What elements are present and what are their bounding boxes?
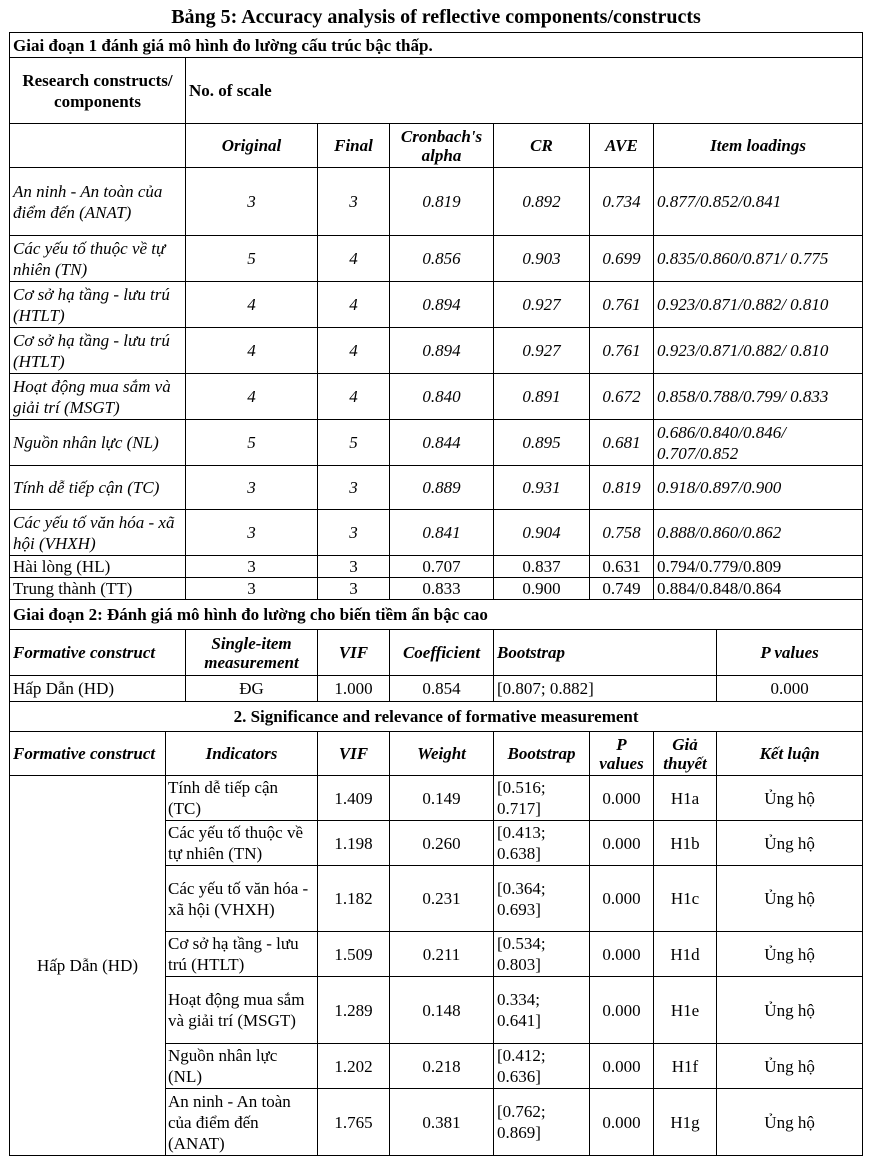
item-loadings: 0.794/0.779/0.809 [654,556,863,578]
ave-value: 0.761 [590,328,654,374]
construct-name: Các yếu tố thuộc về tự nhiên (TN) [10,236,186,282]
stage1-data-row [10,168,863,236]
header-conclusion: Kết luận [717,732,863,776]
formative-construct: Hấp Dẫn (HD) [10,776,166,1156]
final-count: 3 [318,578,390,600]
cronbach-alpha: 0.707 [390,556,494,578]
item-loadings: 0.835/0.860/0.871/ 0.775 [654,236,863,282]
ave-value: 0.672 [590,374,654,420]
section2-heading: 2. Significance and relevance of formative measurement [10,702,863,732]
cr-value: 0.837 [494,556,590,578]
header-p-values: P values [717,630,863,676]
bootstrap-interval: [0.807; 0.882] [494,676,717,702]
vif-value: 1.289 [318,977,390,1044]
final-count: 3 [318,168,390,236]
formative-construct: Hấp Dẫn (HD) [10,676,186,702]
hypothesis-label: H1d [654,932,717,977]
header-vif: VIF [318,732,390,776]
stage1-data-row [10,556,863,578]
original-count: 3 [186,168,318,236]
indicator-name: Cơ sở hạ tầng - lưu trú (HTLT) [166,932,318,977]
indicator-name: An ninh - An toàn của điểm đến (ANAT) [166,1089,318,1156]
ave-value: 0.734 [590,168,654,236]
indicator-name: Các yếu tố văn hóa - xã hội (VHXH) [166,866,318,932]
hypothesis-label: H1f [654,1044,717,1089]
cronbach-alpha: 0.841 [390,510,494,556]
ave-value: 0.749 [590,578,654,600]
original-count: 3 [186,510,318,556]
header-vif: VIF [318,630,390,676]
header-single-item: Single-item measurement [186,630,318,676]
bootstrap-interval: [0.364; 0.693] [494,866,590,932]
cronbach-alpha: 0.856 [390,236,494,282]
coefficient-value: 0.854 [390,676,494,702]
header-p-values: P values [590,732,654,776]
construct-name: An ninh - An toàn của điểm đến (ANAT) [10,168,186,236]
construct-name: Nguồn nhân lực (NL) [10,420,186,466]
original-count: 4 [186,328,318,374]
cronbach-alpha: 0.889 [390,466,494,510]
weight-value: 0.218 [390,1044,494,1089]
p-value: 0.000 [590,932,654,977]
stage1-data-row [10,420,863,466]
stage1-heading-row [10,33,863,58]
header-constructs: Research constructs/ components [10,58,186,124]
cr-value: 0.904 [494,510,590,556]
hypothesis-label: H1g [654,1089,717,1156]
cronbach-alpha: 0.894 [390,328,494,374]
conclusion-value: Ủng hộ [717,1089,863,1156]
hypothesis-label: H1a [654,776,717,821]
hypothesis-label: H1e [654,977,717,1044]
cr-value: 0.895 [494,420,590,466]
header-final: Final [318,124,390,168]
header-ave: AVE [590,124,654,168]
indicator-name: Các yếu tố thuộc về tự nhiên (TN) [166,821,318,866]
weight-value: 0.148 [390,977,494,1044]
stage1-data-row [10,466,863,510]
bootstrap-interval: [0.762; 0.869] [494,1089,590,1156]
item-loadings: 0.918/0.897/0.900 [654,466,863,510]
ave-value: 0.631 [590,556,654,578]
indicator-name: Tính dễ tiếp cận (TC) [166,776,318,821]
section2-header-row [10,732,863,776]
ave-value: 0.819 [590,466,654,510]
final-count: 4 [318,328,390,374]
stage2-heading: Giai đoạn 2: Đánh giá mô hình đo lường cho biến tiềm ẩn bậc cao [10,600,863,630]
vif-value: 1.509 [318,932,390,977]
item-loadings: 0.877/0.852/0.841 [654,168,863,236]
hypothesis-label: H1b [654,821,717,866]
original-count: 3 [186,556,318,578]
ave-value: 0.699 [590,236,654,282]
item-loadings: 0.884/0.848/0.864 [654,578,863,600]
vif-value: 1.202 [318,1044,390,1089]
conclusion-value: Ủng hộ [717,977,863,1044]
cronbach-alpha: 0.833 [390,578,494,600]
header-hypothesis: Giả thuyết [654,732,717,776]
item-loadings: 0.923/0.871/0.882/ 0.810 [654,282,863,328]
conclusion-value: Ủng hộ [717,821,863,866]
cr-value: 0.892 [494,168,590,236]
vif-value: 1.765 [318,1089,390,1156]
item-loadings: 0.686/0.840/0.846/ 0.707/0.852 [654,420,863,466]
vif-value: 1.182 [318,866,390,932]
final-count: 3 [318,556,390,578]
p-value: 0.000 [717,676,863,702]
p-value: 0.000 [590,821,654,866]
cr-value: 0.903 [494,236,590,282]
item-loadings: 0.888/0.860/0.862 [654,510,863,556]
p-value: 0.000 [590,866,654,932]
final-count: 4 [318,236,390,282]
stage1-data-row [10,282,863,328]
stage2-data-row [10,676,863,702]
table-title: Bảng 5: Accuracy analysis of reflective components/constructs [171,6,701,28]
construct-name: Tính dễ tiếp cận (TC) [10,466,186,510]
construct-name: Cơ sở hạ tầng - lưu trú (HTLT) [10,282,186,328]
bootstrap-interval: 0.334; 0.641] [494,977,590,1044]
indicator-name: Nguồn nhân lực (NL) [166,1044,318,1089]
header-coefficient: Coefficient [390,630,494,676]
stage2-header-row [10,630,863,676]
weight-value: 0.231 [390,866,494,932]
indicator-row [10,776,863,821]
item-loadings: 0.923/0.871/0.882/ 0.810 [654,328,863,374]
accuracy-table [9,32,863,1156]
cr-value: 0.931 [494,466,590,510]
single-item-value: ĐG [186,676,318,702]
cronbach-alpha: 0.840 [390,374,494,420]
header-no-of-scale: No. of scale [186,58,863,124]
stage1-data-row [10,374,863,420]
bootstrap-interval: [0.412; 0.636] [494,1044,590,1089]
item-loadings: 0.858/0.788/0.799/ 0.833 [654,374,863,420]
p-value: 0.000 [590,776,654,821]
header-cr: CR [494,124,590,168]
cr-value: 0.927 [494,328,590,374]
cr-value: 0.900 [494,578,590,600]
header-formative-construct: Formative construct [10,630,186,676]
stage1-data-row [10,236,863,282]
header-cronbach-alpha: Cronbach's alpha [390,124,494,168]
cr-value: 0.891 [494,374,590,420]
weight-value: 0.149 [390,776,494,821]
bootstrap-interval: [0.534; 0.803] [494,932,590,977]
header-original: Original [186,124,318,168]
header-indicators: Indicators [166,732,318,776]
ave-value: 0.681 [590,420,654,466]
original-count: 5 [186,236,318,282]
stage1-header-row [10,58,863,124]
stage1-data-row [10,328,863,374]
stage1-subheader-row [10,124,863,168]
construct-name: Các yếu tố văn hóa - xã hội (VHXH) [10,510,186,556]
original-count: 4 [186,374,318,420]
conclusion-value: Ủng hộ [717,932,863,977]
header-formative-construct: Formative construct [10,732,166,776]
header-bootstrap: Bootstrap [494,732,590,776]
weight-value: 0.211 [390,932,494,977]
cr-value: 0.927 [494,282,590,328]
vif-value: 1.000 [318,676,390,702]
original-count: 5 [186,420,318,466]
original-count: 3 [186,466,318,510]
p-value: 0.000 [590,1044,654,1089]
vif-value: 1.409 [318,776,390,821]
final-count: 3 [318,510,390,556]
final-count: 4 [318,374,390,420]
cronbach-alpha: 0.844 [390,420,494,466]
header-weight: Weight [390,732,494,776]
construct-name: Cơ sở hạ tầng - lưu trú (HTLT) [10,328,186,374]
bootstrap-interval: [0.516; 0.717] [494,776,590,821]
final-count: 3 [318,466,390,510]
p-value: 0.000 [590,977,654,1044]
final-count: 5 [318,420,390,466]
construct-name: Hài lòng (HL) [10,556,186,578]
bootstrap-interval: [0.413; 0.638] [494,821,590,866]
final-count: 4 [318,282,390,328]
header-empty [10,124,186,168]
p-value: 0.000 [590,1089,654,1156]
original-count: 4 [186,282,318,328]
weight-value: 0.260 [390,821,494,866]
vif-value: 1.198 [318,821,390,866]
cronbach-alpha: 0.819 [390,168,494,236]
conclusion-value: Ủng hộ [717,1044,863,1089]
indicator-name: Hoạt động mua sắm và giải trí (MSGT) [166,977,318,1044]
construct-name: Hoạt động mua sắm và giải trí (MSGT) [10,374,186,420]
stage2-heading-row [10,600,863,630]
stage1-heading: Giai đoạn 1 đánh giá mô hình đo lường cấu trúc bậc thấp. [10,33,863,58]
weight-value: 0.381 [390,1089,494,1156]
original-count: 3 [186,578,318,600]
stage1-data-row [10,578,863,600]
hypothesis-label: H1c [654,866,717,932]
header-bootstrap: Bootstrap [494,630,717,676]
cronbach-alpha: 0.894 [390,282,494,328]
stage1-data-row [10,510,863,556]
ave-value: 0.761 [590,282,654,328]
ave-value: 0.758 [590,510,654,556]
conclusion-value: Ủng hộ [717,866,863,932]
construct-name: Trung thành (TT) [10,578,186,600]
conclusion-value: Ủng hộ [717,776,863,821]
section2-heading-row [10,702,863,732]
header-item-loadings: Item loadings [654,124,863,168]
